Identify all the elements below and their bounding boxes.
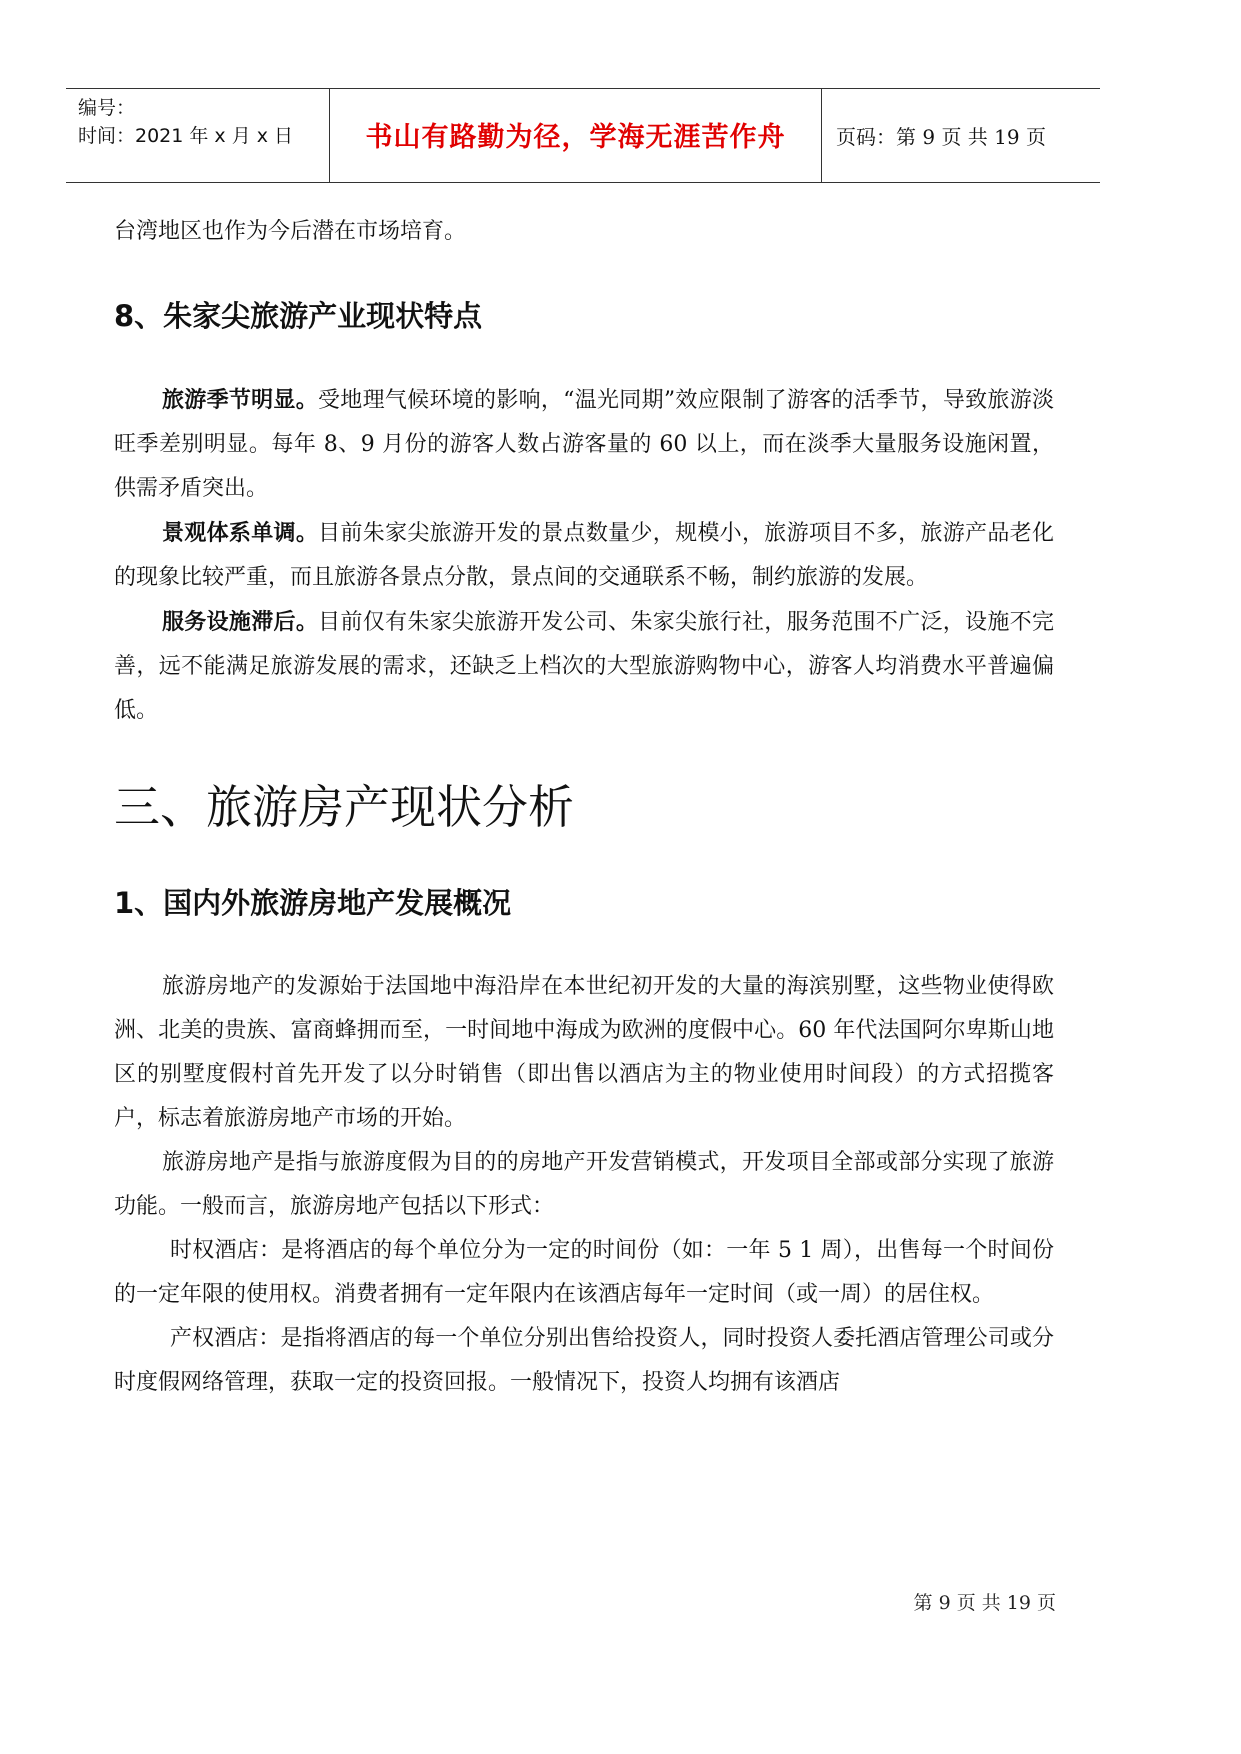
paragraph-lead: 旅游季节明显。 <box>162 387 319 413</box>
paragraph-text: 目前仅有朱家尖旅游开发公司、朱家尖旅行社，服务范围不广泛，设施不完善，远不能满足旅游发展的需求，还缺乏上档次的大型旅游购物中心，游客人均消费水平普遍偏低。 <box>114 610 1054 723</box>
header-motto: 书山有路勤为径，学海无涯苦作舟 <box>365 122 786 153</box>
paragraph-timeshare-hotel: 时权酒店：是将酒店的每个单位分为一定的时间份（如：一年 5 1 周），出售每一个时间份的一定年限的使用权。消费者拥有一定年限内在该酒店每年一定时间（或一周）的居住权。 <box>114 1238 1054 1307</box>
document-number-label: 编号： <box>78 97 136 119</box>
paragraph-intro: 台湾地区也作为今后潜在市场培育。 <box>114 219 467 244</box>
paragraph-text: 目前朱家尖旅游开发的景点数量少，规模小，旅游项目不多，旅游产品老化的现象比较严重，而且旅游各景点分散，景点间的交通联系不畅，制约旅游的发展。 <box>114 521 1054 590</box>
section-heading-1: 1、国内外旅游房地产发展概况 <box>114 886 512 920</box>
paragraph-definition: 旅游房地产是指与旅游度假为目的的房地产开发营销模式，开发项目全部或部分实现了旅游功能。一般而言，旅游房地产包括以下形式： <box>114 1150 1054 1219</box>
document-body <box>114 210 1054 1405</box>
paragraph-lead: 服务设施滞后。 <box>162 609 319 635</box>
header-page-cell <box>822 89 1100 182</box>
section-heading-8: 8、朱家尖旅游产业现状特点 <box>114 299 483 333</box>
paragraph-origin: 旅游房地产的发源始于法国地中海沿岸在本世纪初开发的大量的海滨别墅，这些物业使得欧洲、北美的贵族、富商蜂拥而至，一时间地中海成为欧洲的度假中心。60 年代法国阿尔卑斯山地区的别墅度假村首先开发了以分时销售（即出售以酒店为主的物业使用时间段）的方式招揽客户，标志着旅游房地产市场的开始。 <box>114 974 1054 1131</box>
header-motto-cell <box>329 89 822 182</box>
page-header <box>66 88 1100 183</box>
paragraph-text: 受地理气候环境的影响，“温光同期”效应限制了游客的活季节，导致旅游淡旺季差别明显。每年 8、9 月份的游客人数占游客量的 60 以上，而在淡季大量服务设施闲置，供需矛盾突出。 <box>114 388 1054 501</box>
paragraph-landscape <box>114 511 1054 600</box>
header-page-info: 页码：第 9 页 共 19 页 <box>836 125 1046 149</box>
document-date: 时间：2021 年 x 月 x 日 <box>78 125 294 147</box>
page-footer: 第 9 页 共 19 页 <box>913 1592 1056 1614</box>
paragraph-facilities <box>114 600 1054 733</box>
paragraph-property-hotel: 产权酒店：是指将酒店的每一个单位分别出售给投资人，同时投资人委托酒店管理公司或分时度假网络管理，获取一定的投资回报。一般情况下，投资人均拥有该酒店 <box>114 1326 1054 1395</box>
paragraph-season <box>114 378 1054 511</box>
header-meta-cell <box>66 89 328 182</box>
chapter-heading-3: 三、旅游房产现状分析 <box>114 780 574 834</box>
paragraph-lead: 景观体系单调。 <box>162 520 319 546</box>
